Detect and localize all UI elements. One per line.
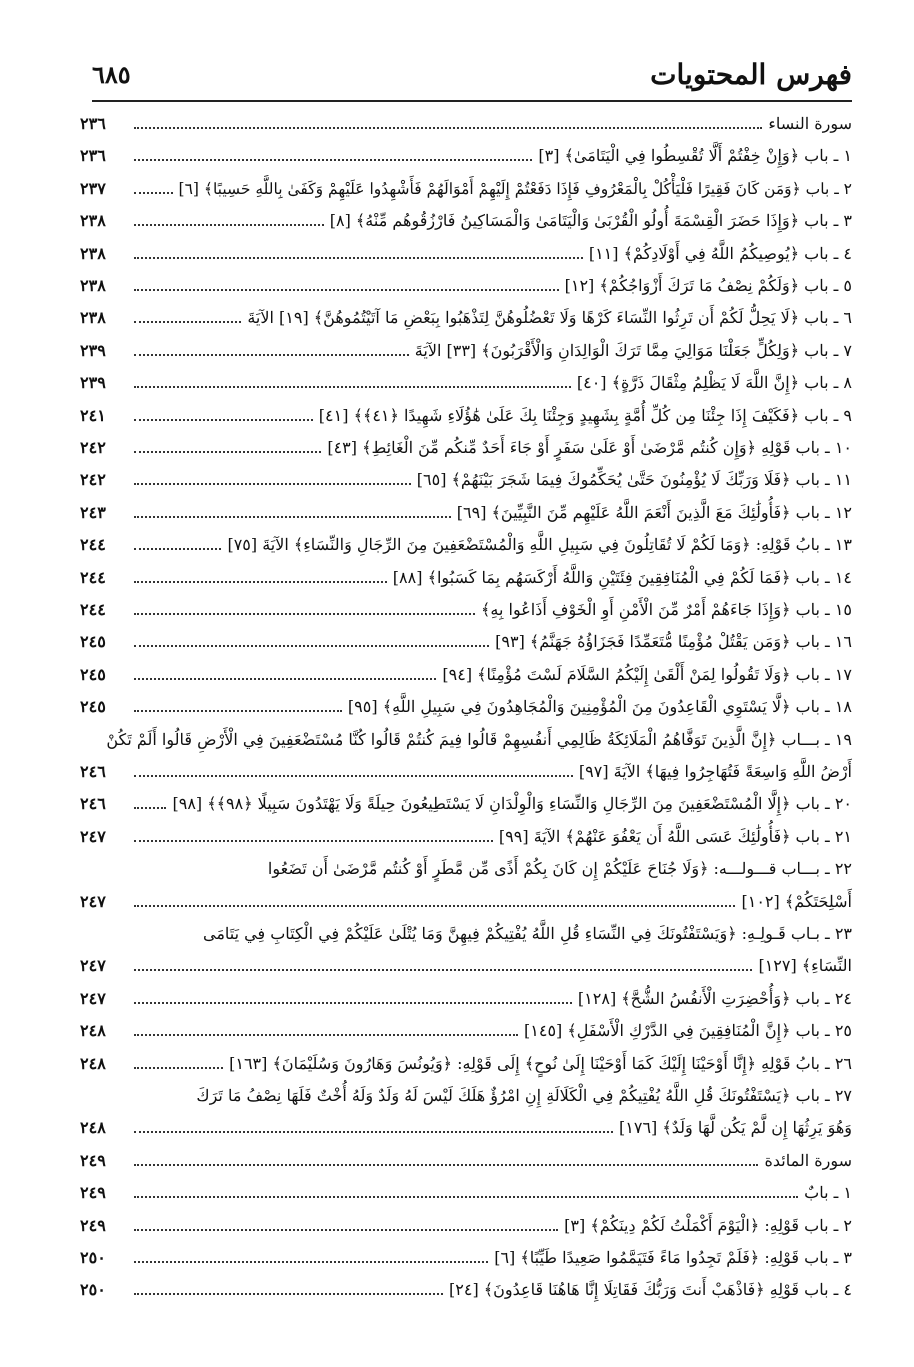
toc-page-number: ٢٣٦ — [80, 146, 106, 166]
dot-leader — [134, 807, 166, 809]
toc-page-number: ٢٤٤ — [80, 535, 106, 555]
toc-page-number: ٢٤٦ — [80, 762, 106, 781]
toc-entry-text: ٥ ـ باب ﴿وَلَكُمْ نِصْفُ مَا تَرَكَ أَزْوَاجُكُمْ﴾ [١٢] — [564, 276, 852, 295]
dot-leader — [134, 969, 752, 971]
dot-leader — [134, 289, 559, 291]
toc-page-number: ٢٤٤ — [80, 600, 106, 619]
toc-entry-text: النِّسَاءِ﴾ [١٢٧] — [758, 956, 852, 976]
dot-leader — [134, 386, 571, 388]
toc-page-number: ٢٤٧ — [80, 891, 106, 911]
dot-leader — [134, 645, 489, 647]
toc-entry-line: ٢٢ ـ بـــاب قـــولـــه: ﴿وَلَا جُنَاحَ عَلَيْكُمْ إِن كَانَ بِكُمْ أَذًى مِّن مَّطَرٍ أَوْ كُنتُم مَّرْضَىٰ أَن تَضَعُوا — [267, 859, 852, 879]
toc-entry-row[interactable] — [80, 372, 852, 394]
toc-entry-row[interactable] — [80, 1020, 852, 1042]
dot-leader — [134, 354, 409, 356]
toc-page-number: ٢٤٧ — [80, 826, 106, 846]
toc-entry-row[interactable] — [80, 210, 852, 232]
toc-entry-text: ٧ ـ باب ﴿وَلِكُلٍّ جَعَلْنَا مَوَالِيَ مِمَّا تَرَكَ الْوَالِدَانِ وَالْأَقْرَبُونَ﴾ [٣٣] الآيَةَ — [414, 340, 852, 360]
toc-page-number: ٢٤٧ — [80, 956, 106, 976]
toc-entry-text: ٤ ـ باب ﴿يُوصِيكُمُ اللَّهُ فِي أَوْلَادِكُمْ﴾ [١١] — [588, 243, 852, 263]
toc-page-number: ٢٤٣ — [80, 502, 106, 522]
toc-entry-row[interactable] — [80, 955, 852, 977]
toc-page-number: ٢٤٥ — [80, 632, 106, 652]
toc-entry-row[interactable] — [80, 567, 852, 589]
toc-entry-row[interactable] — [80, 826, 852, 848]
toc-entry-row[interactable] — [80, 178, 852, 200]
dot-leader — [134, 1164, 758, 1166]
dot-leader — [134, 192, 173, 194]
sura-title: سورة المائدة — [764, 1150, 852, 1170]
toc-entry-text: أَرْضُ اللَّهِ وَاسِعَةً فَتُهَاجِرُوا فِيهَا﴾ الآيَةَ [٩٧] — [578, 762, 852, 781]
dot-leader — [134, 1034, 518, 1036]
toc-page-number: ٢٤٤ — [80, 567, 106, 587]
toc-entry-text: ١١ ـ باب ﴿فَلَا وَرَبِّكَ لَا يُؤْمِنُونَ حَتَّىٰ يُحَكِّمُوكَ فِيمَا شَجَرَ بَيْنَهُمْ﴾ [٦٥] — [416, 470, 852, 490]
toc-entry-row[interactable] — [80, 1053, 852, 1075]
dot-leader — [134, 1196, 798, 1198]
toc-entry-text: ٢٥ ـ باب ﴿إِنَّ الْمُنَافِقِينَ فِي الدَّرْكِ الْأَسْفَلِ﴾ [١٤٥] — [524, 1021, 852, 1041]
toc-entry-row[interactable] — [80, 696, 852, 718]
toc-entry-text: ١ ـ بابٌ — [804, 1183, 852, 1203]
toc-entry-row[interactable] — [80, 1247, 852, 1269]
page-header — [92, 50, 852, 102]
toc-page-number: ٢٣٨ — [80, 308, 106, 328]
toc-entry-text: ٦ ـ باب ﴿لَا يَحِلُّ لَكُمْ أَن تَرِثُوا النِّسَاءَ كَرْهًا وَلَا تَعْضُلُوهُنَّ لِتَذْهَبُوا بِبَعْضِ مَا آتَيْتُمُوهُنَّ﴾ [١٩] الآيَةَ — [247, 308, 852, 328]
dot-leader — [134, 224, 324, 226]
toc-page-number: ٢٣٨ — [80, 276, 106, 295]
dot-leader — [134, 257, 583, 259]
dot-leader — [134, 451, 321, 453]
toc-entry-row[interactable] — [80, 891, 852, 913]
toc-entry-text: ٨ ـ باب ﴿إِنَّ اللَّهَ لَا يَظْلِمُ مِثْقَالَ ذَرَّةٍ﴾ [٤٠] — [576, 373, 852, 393]
toc-entry-text: ٢١ ـ باب ﴿فَأُولَٰئِكَ عَسَى اللَّهُ أَن يَعْفُوَ عَنْهُمْ﴾ الآيَةَ [٩٩] — [498, 826, 852, 846]
toc-entry-row[interactable] — [80, 243, 852, 265]
toc-entry-text: ٣ ـ باب قَوْلِهِ: ﴿فَلَمْ تَجِدُوا مَاءً فَتَيَمَّمُوا صَعِيدًا طَيِّبًا﴾ [٦] — [494, 1248, 852, 1267]
toc-entry-text: ٢ ـ باب ﴿وَمَن كَانَ فَقِيرًا فَلْيَأْكُلْ بِالْمَعْرُوفِ فَإِذَا دَفَعْتُمْ إِلَيْهِمْ أَمْوَالَهُمْ فَأَشْهِدُوا عَلَيْهِمْ وَكَفَىٰ بِاللَّهِ حَسِيبًا﴾ [٦] — [178, 179, 852, 198]
dot-leader — [134, 710, 342, 712]
toc-page-number: ٢٤٨ — [80, 1118, 106, 1138]
toc-entry-line: ٢٧ ـ باب ﴿يَسْتَفْتُونَكَ قُلِ اللَّهُ يُفْتِيكُمْ فِي الْكَلَالَةِ إِنِ امْرُؤٌ هَلَكَ لَيْسَ لَهُ وَلَدٌ وَلَهُ أُخْتٌ فَلَهَا نِصْفُ مَا تَرَكَ — [196, 1086, 852, 1105]
toc-entry-text: ٢٤ ـ باب ﴿وَأُحْضِرَتِ الْأَنفُسُ الشُّحَّ﴾ [١٢٨] — [577, 988, 852, 1008]
toc-entry-text: ١٤ ـ باب ﴿فَمَا لَكُمْ فِي الْمُنَافِقِينَ فِئَتَيْنِ وَاللَّهُ أَرْكَسَهُم بِمَا كَسَبُوا﴾ [٨٨] — [392, 567, 852, 587]
toc-page-number: ٢٤٨ — [80, 1021, 106, 1041]
dot-leader — [134, 775, 573, 777]
dot-leader — [134, 1293, 443, 1295]
toc-page-number: ٢٤٩ — [80, 1215, 106, 1235]
sura-heading-row[interactable] — [80, 1150, 852, 1172]
dot-leader — [134, 1067, 223, 1069]
toc-entry-row[interactable] — [80, 793, 852, 815]
toc-entry-row[interactable] — [80, 599, 852, 621]
toc-page-number: ٢٣٨ — [80, 211, 106, 231]
toc-entry-text: ١٢ ـ باب ﴿فَأُولَٰئِكَ مَعَ الَّذِينَ أَنْعَمَ اللَّهُ عَلَيْهِم مِّنَ النَّبِيِّينَ﴾ [٦٩] — [456, 502, 852, 522]
dot-leader — [134, 840, 493, 842]
toc-entry-row[interactable] — [80, 1182, 852, 1204]
dot-leader — [134, 1229, 558, 1231]
toc-entry-text: وَهُوَ يَرِثُهَا إِن لَّمْ يَكُن لَّهَا وَلَدٌ﴾ [١٧٦] — [619, 1118, 852, 1138]
sura-heading-row[interactable] — [80, 113, 852, 135]
toc-page-number: ٢٤٢ — [80, 470, 106, 490]
dot-leader — [134, 678, 436, 680]
toc-page-number: ٢٤٢ — [80, 438, 106, 457]
toc-page-number: ٢٤٥ — [80, 664, 106, 684]
toc-entry-row[interactable] — [80, 145, 852, 167]
toc-entry-line: ١٩ ـ بـــاب ﴿إِنَّ الَّذِينَ تَوَفَّاهُمُ الْمَلَائِكَةُ ظَالِمِي أَنفُسِهِمْ قَالُوا فِيمَ كُنتُمْ قَالُوا كُنَّا مُسْتَضْعَفِينَ فِي الْأَرْضِ قَالُوا أَلَمْ تَكُنْ — [106, 729, 852, 749]
toc-entry-text: ٣ ـ باب ﴿وَإِذَا حَضَرَ الْقِسْمَةَ أُولُو الْقُرْبَىٰ وَالْيَتَامَىٰ وَالْمَسَاكِينُ فَارْزُقُوهُم مِّنْهُ﴾ [٨] — [329, 211, 852, 231]
page-number: ٦٨٥ — [92, 60, 131, 89]
toc-entry-row[interactable] — [80, 1279, 852, 1301]
toc-entry-text: ١٧ ـ باب ﴿وَلَا تَقُولُوا لِمَنْ أَلْقَىٰ إِلَيْكُمُ السَّلَامَ لَسْتَ مُؤْمِنًا﴾ [٩٤] — [442, 664, 852, 684]
toc-page-number: ٢٤١ — [80, 405, 106, 425]
toc-entry-text: ١٥ ـ باب ﴿وَإِذَا جَاءَهُمْ أَمْرٌ مِّنَ الْأَمْنِ أَوِ الْخَوْفِ أَذَاعُوا بِهِ﴾ — [481, 600, 852, 619]
toc-entry-row[interactable] — [80, 405, 852, 427]
sura-title: سورة النساء — [768, 114, 852, 133]
dot-leader — [134, 548, 221, 550]
dot-leader — [134, 483, 411, 485]
toc-entry-row[interactable] — [80, 340, 852, 362]
toc-page-number: ٢٤٩ — [80, 1150, 106, 1170]
toc-page-number: ٢٣٧ — [80, 178, 106, 198]
dot-leader — [134, 516, 451, 518]
toc-entry-row[interactable] — [80, 534, 852, 556]
toc-entry-row[interactable] — [80, 307, 852, 329]
toc-entry-text: ١٣ ـ بابُ قَوْلِهِ: ﴿وَمَا لَكُمْ لَا تُقَاتِلُونَ فِي سَبِيلِ اللَّهِ وَالْمُسْتَضْعَفِينَ مِنَ الرِّجَالِ وَالنِّسَاءِ﴾ الآيَةَ [٧٥] — [227, 535, 852, 555]
toc-entry-row[interactable] — [80, 275, 852, 297]
dot-leader — [134, 1261, 488, 1263]
toc-entry-row[interactable] — [80, 761, 852, 783]
toc-entry-row[interactable] — [80, 664, 852, 686]
toc-entry-row[interactable] — [80, 1117, 852, 1139]
dot-leader — [134, 159, 532, 161]
toc-page-number: ٢٤٨ — [80, 1053, 106, 1073]
toc-entry-text: ١٦ ـ باب ﴿وَمَن يَقْتُلْ مُؤْمِنًا مُّتَعَمِّدًا فَجَزَاؤُهُ جَهَنَّمُ﴾ [٩٣] — [495, 632, 852, 652]
dot-leader — [134, 613, 475, 615]
toc-entry-line: ٢٣ ـ بـاب قَـولِـهِ: ﴿وَيَسْتَفْتُونَكَ فِي النِّسَاءِ قُلِ اللَّهُ يُفْتِيكُمْ فِيهِنَّ وَمَا يُتْلَىٰ عَلَيْكُمْ فِي الْكِتَابِ فِي يَتَامَى — [202, 924, 852, 943]
toc-entry-text: ٢٦ ـ بابُ قَوْلِهِ ﴿إِنَّا أَوْحَيْنَا إِلَيْكَ كَمَا أَوْحَيْنَا إِلَىٰ نُوحٍ﴾ إِلَى قَوْلِهِ: ﴿وَيُونُسَ وَهَارُونَ وَسُلَيْمَانَ﴾ [١٦٣] — [229, 1053, 852, 1073]
dot-leader — [134, 1002, 572, 1004]
toc-entry-text: أَسْلِحَتَكُمْ﴾ [١٠٢] — [741, 891, 852, 911]
dot-leader — [134, 1131, 613, 1133]
toc-entry-row[interactable] — [80, 502, 852, 524]
toc-page-number: ٢٣٩ — [80, 373, 106, 393]
toc-page-number: ٢٣٦ — [80, 114, 106, 133]
toc-entry-text: ١ ـ باب ﴿وَإِنْ خِفْتُمْ أَلَّا تُقْسِطُوا فِي الْيَتَامَىٰ﴾ [٣] — [538, 146, 852, 166]
toc-entry-text: ٤ ـ باب قَوْلِهِ ﴿فَاذْهَبْ أَنتَ وَرَبُّكَ فَقَاتِلَا إِنَّا هَاهُنَا قَاعِدُونَ﴾ [٢٤] — [449, 1280, 852, 1300]
toc-entry-row[interactable] — [80, 437, 852, 459]
dot-leader — [134, 127, 762, 129]
toc-page-number: ٢٤٦ — [80, 794, 106, 814]
toc-page-number: ٢٣٩ — [80, 340, 106, 360]
page-title: فهرس المحتويات — [650, 58, 852, 91]
toc-entry-row[interactable] — [80, 631, 852, 653]
toc-page-number: ٢٤٧ — [80, 988, 106, 1008]
toc-entry-row[interactable] — [80, 1215, 852, 1237]
dot-leader — [134, 905, 735, 907]
dot-leader — [134, 321, 241, 323]
toc-entry-row[interactable] — [80, 469, 852, 491]
dot-leader — [134, 419, 313, 421]
dot-leader — [134, 581, 387, 583]
toc-entry-row[interactable] — [80, 988, 852, 1010]
toc-page-number: ٢٥٠ — [80, 1280, 106, 1300]
toc-entry-text: ٩ ـ باب ﴿فَكَيْفَ إِذَا جِئْنَا مِن كُلِّ أُمَّةٍ بِشَهِيدٍ وَجِئْنَا بِكَ عَلَىٰ هَٰؤُلَاءِ شَهِيدًا ﴿٤١﴾﴾ [٤١] — [318, 405, 852, 425]
toc-page-number: ٢٣٨ — [80, 243, 106, 263]
toc-entry-text: ٢٠ ـ باب ﴿إِلَّا الْمُسْتَضْعَفِينَ مِنَ الرِّجَالِ وَالنِّسَاءِ وَالْوِلْدَانِ لَا يَسْتَطِيعُونَ حِيلَةً وَلَا يَهْتَدُونَ سَبِيلًا ﴿٩٨﴾﴾ [٩٨] — [172, 794, 852, 814]
toc-page-number: ٢٤٥ — [80, 697, 106, 717]
toc-entry-text: ١٨ ـ باب ﴿لَّا يَسْتَوِي الْقَاعِدُونَ مِنَ الْمُؤْمِنِينَ وَالْمُجَاهِدُونَ فِي سَبِيلِ اللَّهِ﴾ [٩٥] — [347, 697, 852, 717]
toc-entry-text: ١٠ ـ باب قَوْلِهِ ﴿وَإِن كُنتُم مَّرْضَىٰ أَوْ عَلَىٰ سَفَرٍ أَوْ جَاءَ أَحَدٌ مِّنكُم مِّنَ الْغَائِطِ﴾ [٤٣] — [327, 438, 852, 457]
toc-entry-text: ٢ ـ باب قَوْلِهِ: ﴿الْيَوْمَ أَكْمَلْتُ لَكُمْ دِينَكُمْ﴾ [٣] — [564, 1215, 852, 1235]
toc-page-number: ٢٥٠ — [80, 1248, 106, 1267]
toc-page-number: ٢٤٩ — [80, 1183, 106, 1203]
